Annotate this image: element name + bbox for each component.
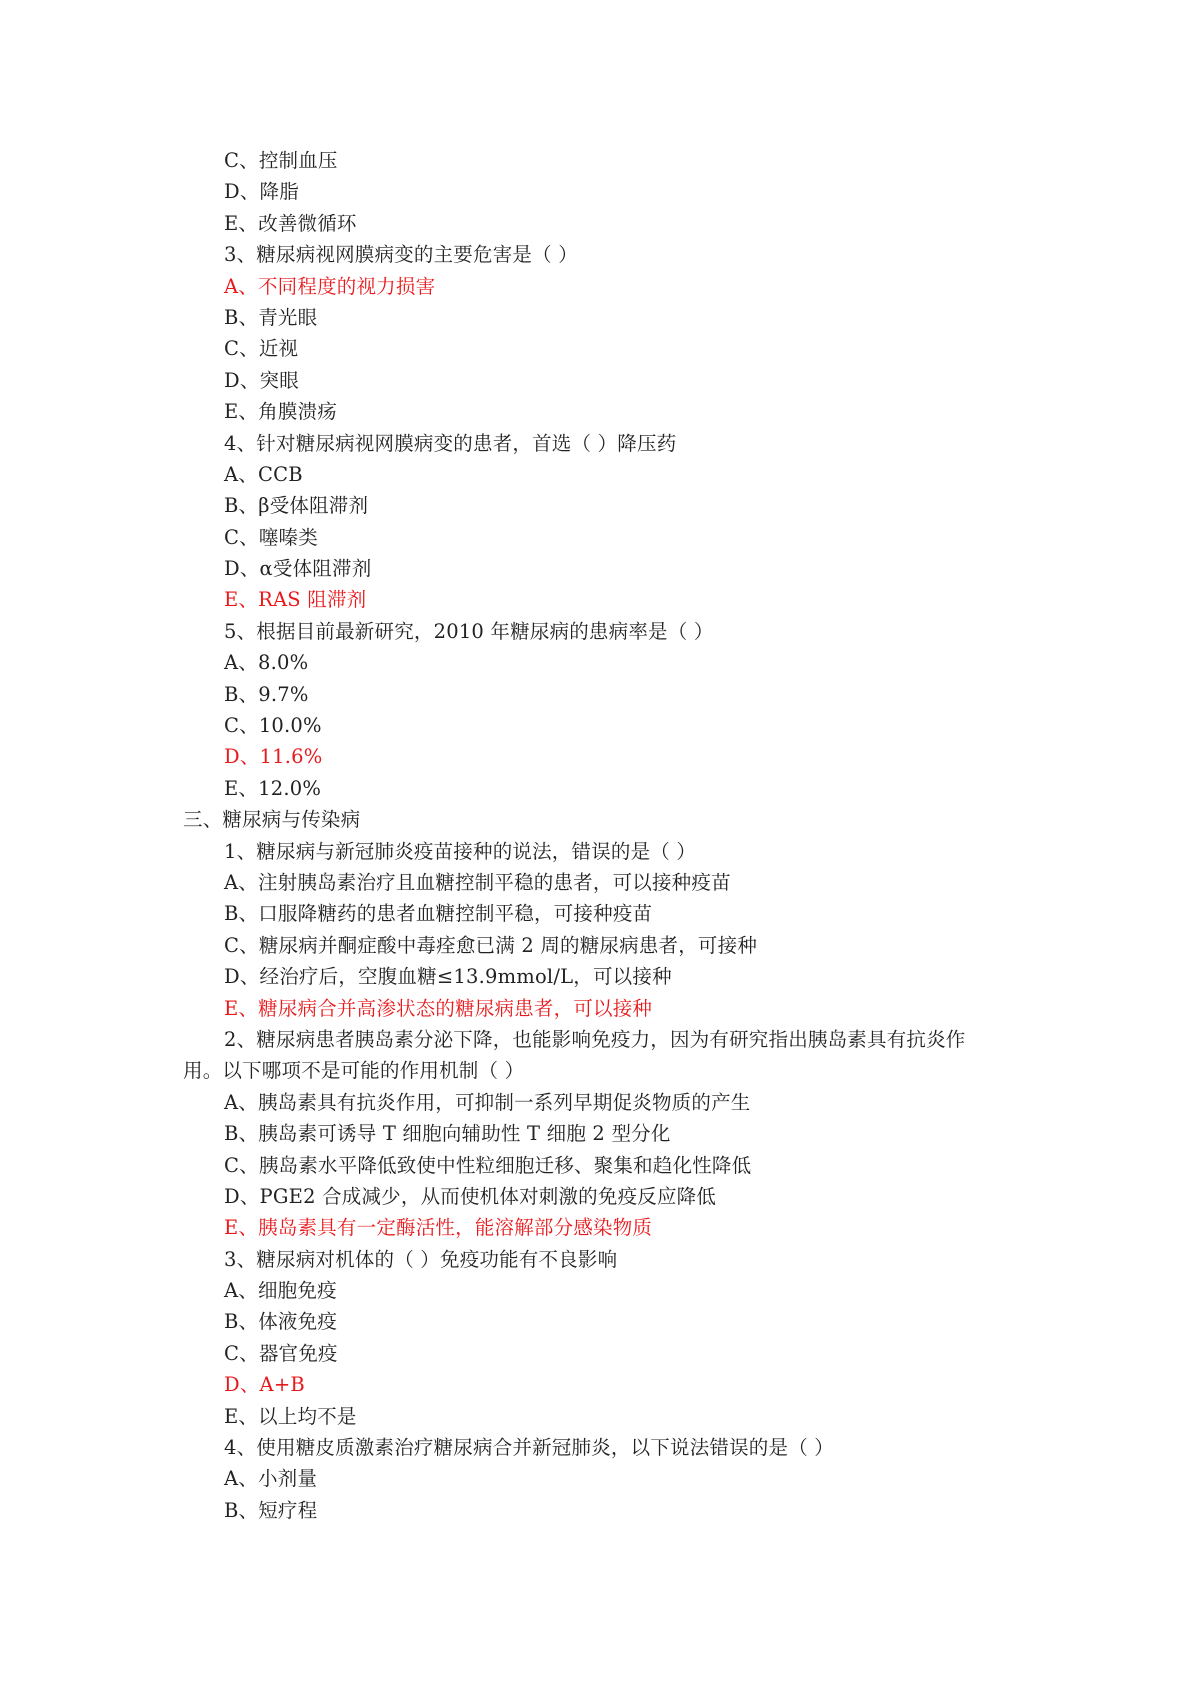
question-text-continued: 用。以下哪项不是可能的作用机制（ ）: [183, 1059, 525, 1083]
question-text: 5、根据目前最新研究，2010 年糖尿病的患病率是（ ）: [224, 619, 714, 643]
answer-option: A、小剂量: [224, 1467, 318, 1491]
answer-option: B、短疗程: [224, 1498, 318, 1522]
answer-option: B、青光眼: [224, 305, 318, 329]
answer-option: E、角膜溃疡: [224, 400, 337, 424]
document-body: [0, 145, 1191, 1526]
answer-option: B、胰岛素可诱导 T 细胞向辅助性 T 细胞 2 型分化: [224, 1122, 671, 1146]
question-text: 2、糖尿病患者胰岛素分泌下降，也能影响免疫力，因为有研究指出胰岛素具有抗炎作: [224, 1027, 966, 1051]
answer-option: C、10.0%: [224, 714, 322, 738]
answer-option: A、CCB: [224, 462, 303, 486]
correct-answer-option: A、不同程度的视力损害: [224, 274, 436, 298]
answer-option: C、糖尿病并酮症酸中毒痊愈已满 2 周的糖尿病患者，可接种: [224, 933, 758, 957]
question-text: 4、使用糖皮质激素治疗糖尿病合并新冠肺炎，以下说法错误的是（ ）: [224, 1436, 835, 1460]
answer-option: D、PGE2 合成减少，从而使机体对刺激的免疫反应降低: [224, 1184, 717, 1208]
answer-option: D、降脂: [224, 180, 299, 204]
answer-option: E、12.0%: [224, 776, 322, 800]
question-text: 4、针对糖尿病视网膜病变的患者，首选（ ）降压药: [224, 431, 677, 455]
answer-option: A、注射胰岛素治疗且血糖控制平稳的患者，可以接种疫苗: [224, 870, 731, 894]
answer-option: C、器官免疫: [224, 1341, 338, 1365]
question-text: 3、糖尿病视网膜病变的主要危害是（ ）: [224, 243, 578, 267]
correct-answer-option: E、RAS 阻滞剂: [224, 588, 367, 612]
question-text: 3、糖尿病对机体的（ ）免疫功能有不良影响: [224, 1247, 618, 1271]
answer-option: B、β受体阻滞剂: [224, 494, 369, 518]
answer-option: D、α受体阻滞剂: [224, 557, 372, 581]
answer-option: B、体液免疫: [224, 1310, 338, 1334]
answer-option: A、胰岛素具有抗炎作用，可抑制一系列早期促炎物质的产生: [224, 1090, 751, 1114]
answer-option: D、突眼: [224, 368, 299, 392]
answer-option: C、控制血压: [224, 149, 338, 172]
answer-option: E、改善微循环: [224, 211, 357, 235]
answer-option: C、噻嗪类: [224, 525, 318, 549]
answer-option: E、以上均不是: [224, 1404, 357, 1428]
answer-option: B、口服降糖药的患者血糖控制平稳，可接种疫苗: [224, 902, 653, 926]
correct-answer-option: D、11.6%: [224, 745, 323, 769]
question-text: 1、糖尿病与新冠肺炎疫苗接种的说法，错误的是（ ）: [224, 839, 697, 863]
correct-answer-option: D、A+B: [224, 1373, 305, 1397]
section-heading: 三、糖尿病与传染病: [183, 808, 361, 832]
correct-answer-option: E、糖尿病合并高渗状态的糖尿病患者，可以接种: [224, 996, 653, 1020]
answer-option: D、经治疗后，空腹血糖≤13.9mmol/L，可以接种: [224, 965, 672, 989]
correct-answer-option: E、胰岛素具有一定酶活性，能溶解部分感染物质: [224, 1216, 653, 1240]
answer-option: C、近视: [224, 337, 299, 361]
answer-option: C、胰岛素水平降低致使中性粒细胞迁移、聚集和趋化性降低: [224, 1153, 752, 1177]
answer-option: A、细胞免疫: [224, 1279, 337, 1303]
answer-option: B、9.7%: [224, 682, 309, 706]
answer-option: A、8.0%: [224, 651, 309, 675]
